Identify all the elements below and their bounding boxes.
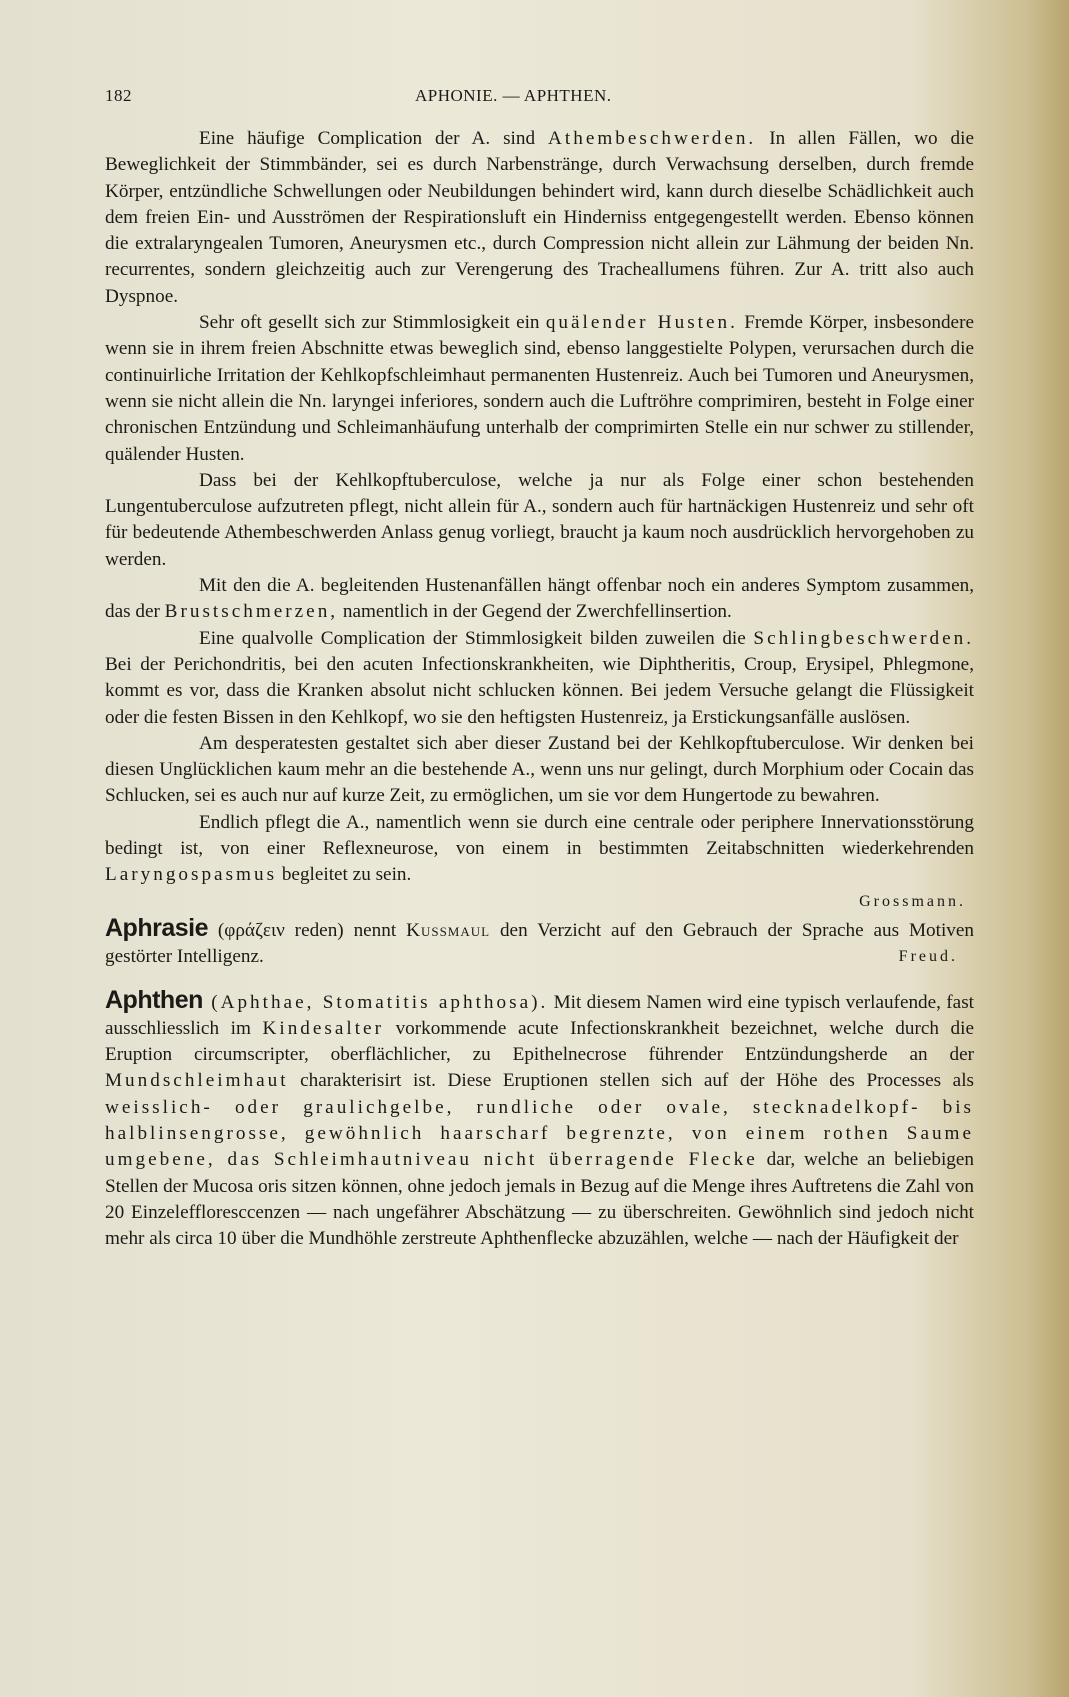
page-header xyxy=(105,86,974,126)
headword: Aphrasie xyxy=(105,913,208,942)
emphasis: Brustschmerzen, xyxy=(164,601,339,623)
author-signature: Freud. xyxy=(898,948,958,966)
paragraph: Sehr oft gesellt sich zur Stimmlosigkeit ein quälender Husten. Fremde Körper, insbesondere wenn sie in ihrem freien Abschnitte etwas beweglich sind, ebenso langgestielte Polypen, verursachen durch die continuirliche Irritation der Kehlkopfschleimhaut permanenten Hustenreiz. Auch bei Tumoren und Aneurysmen, wenn sie nicht allein die Nn. laryngei inferiores, sondern auch die Luftröhre comprimiren, besteht in Folge einer chronischen Entzündung und Schleimanhäufung unterhalb der comprimirten Stelle ein nur schwer zu stillender, quälender Husten. xyxy=(105,312,974,465)
emphasis: weisslich- oder graulichgelbe, rundliche oder ovale, stecknadelkopf- bis halblinsengrosse, gewöhnlich haarscharf begrenzte, von einem rothen Saume umgebene, das Schleimhautniveau nicht überragende Flecke xyxy=(105,1096,974,1171)
entry-aphthen: Aphthen (Aphthae, Stomatitis aphthosa). Mit diesem Namen wird eine typisch verlaufende, fast ausschliesslich im Kindesalter vorkommende acute Infectionskrankheit bezeichnet, welche durch die Eruption circumscripter, oberflächlicher, zu Epithelnecrose führender Entzündungsherde an der Mundschleimhaut charakterisirt ist. Diese Eruptionen stellen sich auf der Höhe des Processes als weisslich- oder graulichgelbe, rundliche oder ovale, stecknadelkopf- bis halblinsengrosse, gewöhnlich haarscharf begrenzte, von einem rothen Saume umgebene, das Schleimhautniveau nicht überragende Flecke dar, welche an beliebigen Stellen der Mucosa oris sitzen können, ohne jedoch jemals in Bezug auf die Menge ihres Auftretens die Zahl von 20 Einzeleffloresccenzen — nach ungefährer Abschätzung — zu überschreiten. Gewöhnlich sind jedoch nicht mehr als circa 10 über die Mundhöhle zerstreute Aphthenflecke abzuzählen, welche — nach der Häufigkeit der xyxy=(105,985,974,1250)
emphasis: quälender Husten. xyxy=(545,312,738,334)
paragraph: Endlich pflegt die A., namentlich wenn sie durch eine centrale oder periphere Innervationsstörung bedingt ist, von einer Reflexneurose, von einem in bestimmten Zeitabschnitten wiederkehrenden Laryngospasmus begleitet zu sein. xyxy=(105,811,974,886)
headword: Aphthen xyxy=(105,985,203,1014)
author-name: Kussmaul xyxy=(406,919,491,941)
page-number: 182 xyxy=(105,86,132,105)
paragraph: Eine qualvolle Complication der Stimmlosigkeit bilden zuweilen die Schlingbeschwerden. Bei der Perichondritis, bei den acuten Infectionskrankheiten, wie Diphtheritis, Croup, Erysipel, Phlegmone, kommt es vor, dass die Kranken absolut nicht schlucken können. Bei jedem Versuche gelangt die Flüssigkeit oder die festen Bissen in den Kehlkopf, wo sie den heftigsten Hustenreiz, ja Erstickungsanfälle auslösen. xyxy=(105,627,974,728)
paragraph: Dass bei der Kehlkopftuberculose, welche ja nur als Folge einer schon bestehenden Lungentuberculose aufzutreten pflegt, nicht allein für A., sondern auch für hartnäckigen Hustenreiz und sehr oft für bedeutende Athembeschwerden Anlass genug vorliegt, braucht ja kaum noch ausdrücklich hervorgehoben zu werden. xyxy=(105,469,974,570)
emphasis: Athembeschwerden. xyxy=(548,128,757,149)
emphasis: Mundschleimhaut xyxy=(105,1070,289,1092)
entry-aphrasie: Aphrasie (φράζειν reden) nennt Kussmaul den Verzicht auf den Gebrauch der Sprache aus Motiven gestörter Intelligenz. Freud. xyxy=(105,915,974,971)
paragraph: Am desperatesten gestaltet sich aber dieser Zustand bei der Kehlkopftuberculose. Wir denken bei diesen Unglücklichen kaum mehr an die bestehende A., wenn uns nur gelingt, durch Morphium oder Cocain das Schlucken, sei es auch nur auf kurze Zeit, zu ermöglichen, um sie vor dem Hungertode zu bewahren. xyxy=(105,732,974,807)
author-signature: Grossmann. xyxy=(859,892,966,910)
emphasis: Kindesalter xyxy=(262,1017,384,1039)
paragraph: Eine häufige Complication der A. sind Athembeschwerden. In allen Fällen, wo die Beweglichkeit der Stimmbänder, sei es durch Narbenstränge, durch Verwachsung derselben, durch fremde Körper, entzündliche Schwellungen oder Neubildungen behindert wird, kann durch dieselbe Schädlichkeit auch dem freien Ein- und Ausströmen der Respirationsluft ein Hinderniss entgegengestellt werden. Ebenso können die extralaryngealen Tumoren, Aneurysmen etc., durch Compression nicht allein zur Lähmung der beiden Nn. recurrentes, sondern gleichzeitig auch zur Verengerung des Tracheallumens führen. Zur A. tritt also auch Dyspnoe. xyxy=(105,128,974,307)
emphasis: Laryngospasmus xyxy=(105,864,278,886)
article-body xyxy=(105,126,974,1252)
running-title: APHONIE. — APHTHEN. xyxy=(415,86,612,105)
emphasis: Schlingbeschwerden. xyxy=(753,627,974,649)
paragraph: Mit den die A. begleitenden Hustenanfällen hängt offenbar noch ein anderes Symptom zusammen, das der Brustschmerzen, namentlich in der Gegend der Zwerchfellinsertion. xyxy=(105,575,974,623)
